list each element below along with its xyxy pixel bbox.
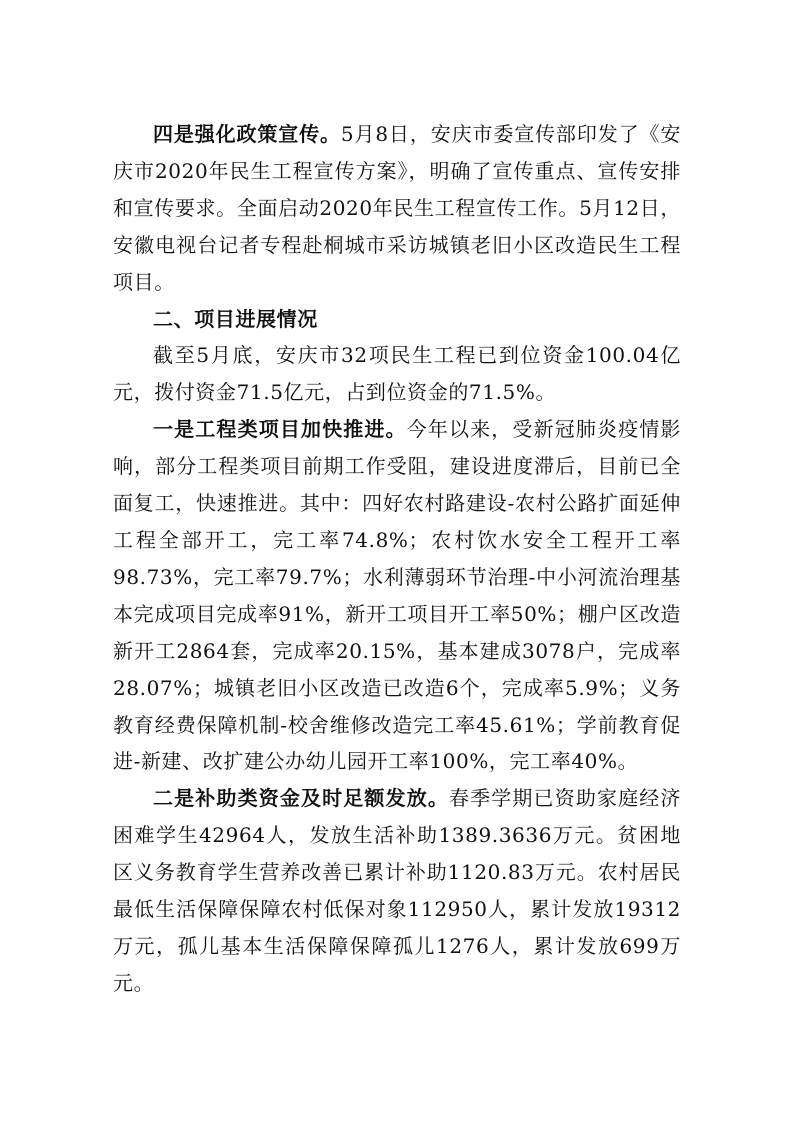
paragraph-funding-summary [113,337,681,411]
paragraph-text: 5月8日，安庆市委宣传部印发了《安庆市2020年民生工程宣传方案》，明确了宣传重点、宣传安排和宣传要求。全面启动2020年民生工程宣传工作。5月12日，安徽电视台记者专程赴桐城市采访城镇老旧小区改造民生工程项目。 [113,122,681,294]
document-body [113,116,681,1002]
paragraph-lead: 一是工程类项目加快推进。 [153,417,407,442]
paragraph-lead: 二是补助类资金及时足额发放。 [153,786,449,811]
paragraph-text: 今年以来，受新冠肺炎疫情影响，部分工程类项目前期工作受阻，建设进度滞后，目前已全面复工，快速推进。其中：四好农村路建设-农村公路扩面延伸工程全部开工，完工率74.8%；农村饮水安全工程开工率98.73%，完工率79.7%；水利薄弱环节治理-中小河流治理基本完成项目完成率91%，新开工项目开工率50%；棚户区改造新开工2864套，完成率20.15%，基本建成3078户，完成率28.07%；城镇老旧小区改造已改造6个，完成率5.9%；义务教育经费保障机制-校舍维修改造完工率45.61%；学前教育促进-新建、改扩建公办幼儿园开工率100%，完工率40%。 [113,417,681,774]
paragraph-engineering-projects [113,411,681,780]
section-heading-project-progress: 二、项目进展情况 [153,306,318,331]
paragraph-text: 截至5月底，安庆市32项民生工程已到位资金100.04亿元，拨付资金71.5亿元，占到位资金的71.5%。 [113,343,681,405]
paragraph-subsidy-funds [113,780,681,1001]
paragraph-lead: 四是强化政策宣传。 [153,122,341,146]
paragraph-text: 春季学期已资助家庭经济困难学生42964人，发放生活补助1389.3636万元。贫困地区义务教育学生营养改善已累计补助1120.83万元。农村居民最低生活保障保障农村低保对象112950人，累计发放19312万元，孤儿基本生活保障保障孤儿1276人，累计发放699万元。 [113,786,681,995]
paragraph-policy-publicity [113,116,681,301]
